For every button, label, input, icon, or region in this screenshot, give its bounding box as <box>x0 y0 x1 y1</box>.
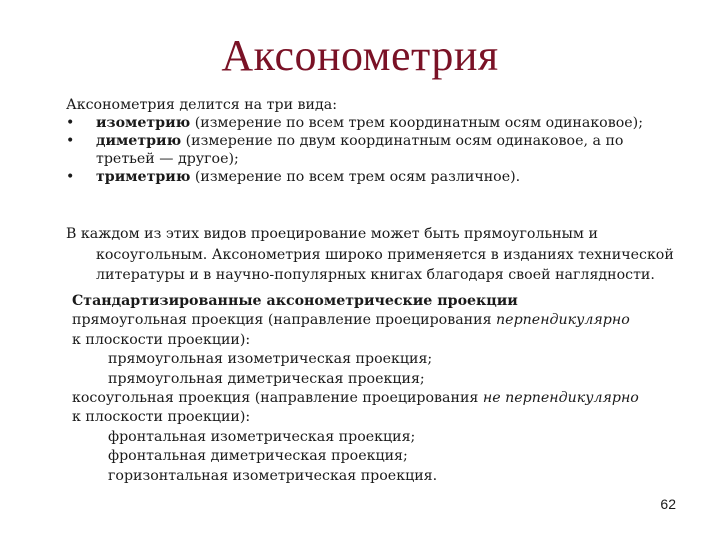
term-description: (измерение по всем трем осям различное). <box>190 169 521 185</box>
rectangular-projection-line <box>72 311 672 330</box>
projection-lead: косоугольная проекция (направление проецирования <box>72 390 483 407</box>
projection-tail: к плоскости проекции): <box>72 331 251 348</box>
projection-item: фронтальная изометрическая проекция; <box>108 428 416 445</box>
list-item <box>66 132 686 168</box>
emphasis: не перпендикулярно <box>482 390 639 407</box>
bullet-icon: • <box>66 115 75 131</box>
standard-projections-block <box>72 292 672 486</box>
oblique-projection-line <box>72 389 672 408</box>
bullet-icon: • <box>66 133 75 149</box>
list-item <box>66 114 686 132</box>
projection-item: прямоугольная диметрическая проекция; <box>108 370 425 387</box>
intro-text: Аксонометрия делится на три вида: <box>66 97 337 113</box>
section-heading: Стандартизированные аксонометрические проекции <box>72 293 518 309</box>
list-item <box>66 168 686 186</box>
term-isometry: изометрию <box>96 115 191 131</box>
term-dimetry: диметрию <box>96 133 182 149</box>
types-list <box>66 114 686 186</box>
projection-item: фронтальная диметрическая проекция; <box>108 448 408 465</box>
term-description: (измерение по всем трем координатным осям одинаковое); <box>190 115 643 131</box>
projection-tail: к плоскости проекции): <box>72 409 251 426</box>
emphasis: перпендикулярно <box>496 312 630 329</box>
page-number: 62 <box>660 496 676 512</box>
projection-item: горизонтальная изометрическая проекция. <box>108 467 438 484</box>
bullet-icon: • <box>66 169 75 185</box>
description-paragraph: В каждом из этих видов проецирование может быть прямоугольным и косоугольным. Аксонометрия широко применяется в изданиях технической литературы и в научно-популярных книгах благодаря своей наглядности. <box>66 226 674 284</box>
slide-title: Аксонометрия <box>221 31 499 80</box>
types-block <box>66 96 686 186</box>
term-description: (измерение по двум координатным осям одинаковое, а по третьей — другое); <box>96 133 624 167</box>
projection-item: прямоугольная изометрическая проекция; <box>108 351 433 368</box>
term-trimetry: триметрию <box>96 169 191 185</box>
projection-lead: прямоугольная проекция (направление проецирования <box>72 312 497 329</box>
